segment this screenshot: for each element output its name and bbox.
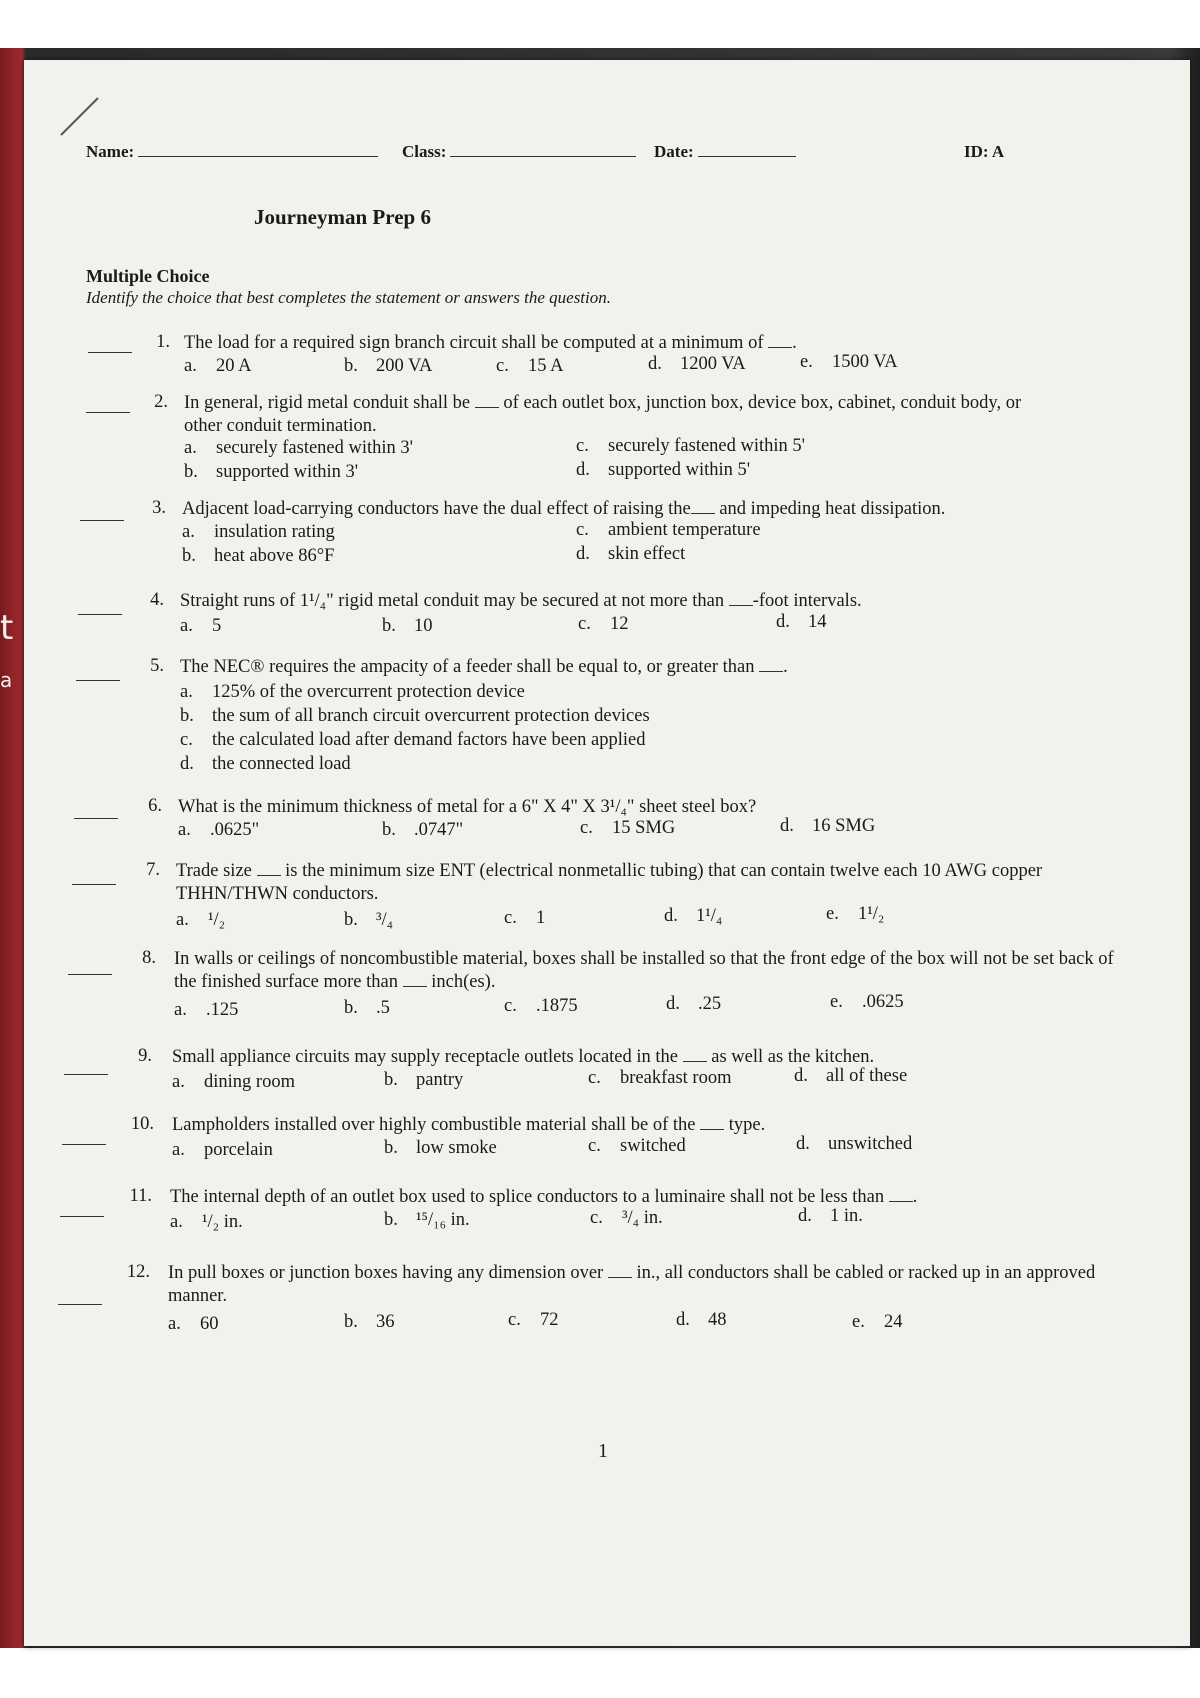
option-c[interactable]: c. 15 A [496,356,564,376]
option-c[interactable]: c. switched [588,1136,686,1156]
date-field[interactable] [654,142,796,162]
question-number: 10. [130,1114,154,1134]
option-a[interactable]: a. dining room [172,1072,295,1092]
option-a[interactable]: a. insulation rating [182,522,335,542]
answer-blank[interactable] [72,884,116,885]
date-line[interactable] [698,142,796,157]
class-line[interactable] [450,142,636,157]
question-number: 9. [138,1046,152,1066]
question-number: 2. [154,392,168,412]
option-c[interactable]: c. 72 [508,1310,559,1330]
option-d[interactable]: d. all of these [794,1066,908,1086]
answer-blank[interactable] [86,412,130,413]
page-title: Journeyman Prep 6 [254,205,431,229]
option-d[interactable]: d. skin effect [576,544,686,564]
question-stem: What is the minimum thickness of metal for a 6" X 4" X 3¹/₄" sheet steel box? [178,797,757,817]
question-stem: Trade size is the minimum size ENT (electrical nonmetallic tubing) that can contain twelve each 10 AWG copper THHN/THWN conductors. [176,861,1043,904]
option-c[interactable]: c. 1 [504,908,546,928]
option-a[interactable]: a. .125 [174,1000,239,1020]
question-number: 6. [148,796,162,816]
option-b[interactable]: b. .5 [344,998,390,1018]
question-stem: Lampholders installed over highly combustible material shall be of the type. [172,1115,766,1135]
question-number: 7. [146,860,160,880]
option-a[interactable]: a. securely fastened within 3' [184,438,414,458]
bottom-border [0,1648,1200,1698]
answer-blank[interactable] [64,1074,108,1075]
answer-blank[interactable] [78,614,122,615]
class-field[interactable] [402,142,636,162]
option-d[interactable]: d. 1200 VA [648,354,746,374]
name-field[interactable] [86,142,378,162]
question-number: 3. [152,498,166,518]
option-b[interactable]: b. 10 [382,616,433,636]
question-stem: In walls or ceilings of noncombustible material, boxes shall be installed so that the front edge of the box will not be set back of the finished surface more than inch(es). [174,949,1114,992]
option-d[interactable]: d. 1¹/₄ [664,906,723,926]
answer-blank[interactable] [74,818,118,819]
option-a[interactable]: a. porcelain [172,1140,273,1160]
option-e[interactable]: e. 1¹/₂ [826,904,885,924]
option-e[interactable]: e. .0625 [830,992,904,1012]
option-b[interactable]: b. supported within 3' [184,462,359,482]
question-stem: Adjacent load-carrying conductors have the dual effect of raising the and impeding heat dissipation. [182,499,946,519]
option-c[interactable]: c. securely fastened within 5' [576,436,806,456]
option-b[interactable]: b. pantry [384,1070,464,1090]
option-a[interactable]: a. ¹/₂ [176,910,226,930]
option-c[interactable]: c. 12 [578,614,629,634]
question-number: 12. [126,1262,150,1282]
section-instructions: Identify the choice that best completes the statement or answers the question. [86,288,611,307]
answer-blank[interactable] [68,974,112,975]
option-b[interactable]: b. heat above 86°F [182,546,335,566]
option-d[interactable]: d. 14 [776,612,827,632]
question-number: 1. [156,332,170,352]
option-c[interactable]: c. .1875 [504,996,578,1016]
answer-blank[interactable] [76,680,120,681]
section-heading: Multiple Choice [86,266,210,286]
question-stem: The load for a required sign branch circuit shall be computed at a minimum of . [184,333,797,353]
option-d[interactable]: d. the connected load [180,754,351,774]
option-b[interactable]: b. ¹⁵/₁₆ in. [384,1210,470,1230]
option-c[interactable]: c. ³/₄ in. [590,1208,663,1228]
option-b[interactable]: b. 36 [344,1312,395,1332]
question-stem: Small appliance circuits may supply receptacle outlets located in the as well as the kitchen. [172,1047,875,1067]
option-c[interactable]: c. breakfast room [588,1068,732,1088]
option-d[interactable]: d. 48 [676,1310,727,1330]
answer-blank[interactable] [60,1216,104,1217]
name-label: Name: [86,142,135,161]
option-c[interactable]: c. the calculated load after demand factors have been applied [180,730,646,750]
option-e[interactable]: e. 1500 VA [800,352,898,372]
option-c[interactable]: c. 15 SMG [580,818,676,838]
question-stem: In pull boxes or junction boxes having any dimension over in., all conductors shall be cabled or racked up in an approved manner. [168,1263,1096,1306]
option-d[interactable]: d. 1 in. [798,1206,863,1226]
question-stem: In general, rigid metal conduit shall be of each outlet box, junction box, device box, cabinet, conduit body, or other conduit termination. [184,393,1022,436]
option-d[interactable]: d. 16 SMG [780,816,876,836]
answer-blank[interactable] [80,520,124,521]
option-b[interactable]: b. low smoke [384,1138,497,1158]
option-a[interactable]: a. 20 A [184,356,252,376]
question-stem: Straight runs of 1¹/₄" rigid metal conduit may be secured at not more than -foot intervals. [180,591,862,611]
question-stem: The internal depth of an outlet box used to splice conductors to a luminaire shall not be less than . [170,1187,918,1207]
pen-stroke-mark [58,95,102,139]
id-label: ID: A [964,142,1005,161]
question-stem: The NEC® requires the ampacity of a feeder shall be equal to, or greater than . [180,657,788,677]
class-label: Class: [402,142,447,161]
question-number: 4. [150,590,164,610]
option-b[interactable]: b. .0747" [382,820,464,840]
answer-blank[interactable] [58,1304,102,1305]
option-c[interactable]: c. ambient temperature [576,520,761,540]
option-d[interactable]: d. unswitched [796,1134,913,1154]
edge-letter-t: t [0,608,14,648]
option-b[interactable]: b. 200 VA [344,356,433,376]
top-border [0,0,1200,48]
answer-blank[interactable] [88,352,132,353]
answer-blank[interactable] [62,1144,106,1145]
option-b[interactable]: b. ³/₄ [344,910,394,930]
option-e[interactable]: e. 24 [852,1312,903,1332]
option-a[interactable]: a. 60 [168,1314,219,1334]
question-number: 11. [129,1186,152,1206]
option-d[interactable]: d. supported within 5' [576,460,751,480]
option-d[interactable]: d. .25 [666,994,722,1014]
question-number: 5. [150,656,164,676]
name-line[interactable] [138,142,378,157]
option-a[interactable]: a. 125% of the overcurrent protection device [180,682,525,702]
page-number: 1 [598,1440,608,1462]
question-number: 8. [142,948,156,968]
date-label: Date: [654,142,694,161]
option-a[interactable]: a. 5 [180,616,222,636]
edge-letter-a: a [0,668,13,692]
option-a[interactable]: a. ¹/₂ in. [170,1212,243,1232]
option-a[interactable]: a. .0625" [178,820,260,840]
option-b[interactable]: b. the sum of all branch circuit overcurrent protection devices [180,706,650,726]
